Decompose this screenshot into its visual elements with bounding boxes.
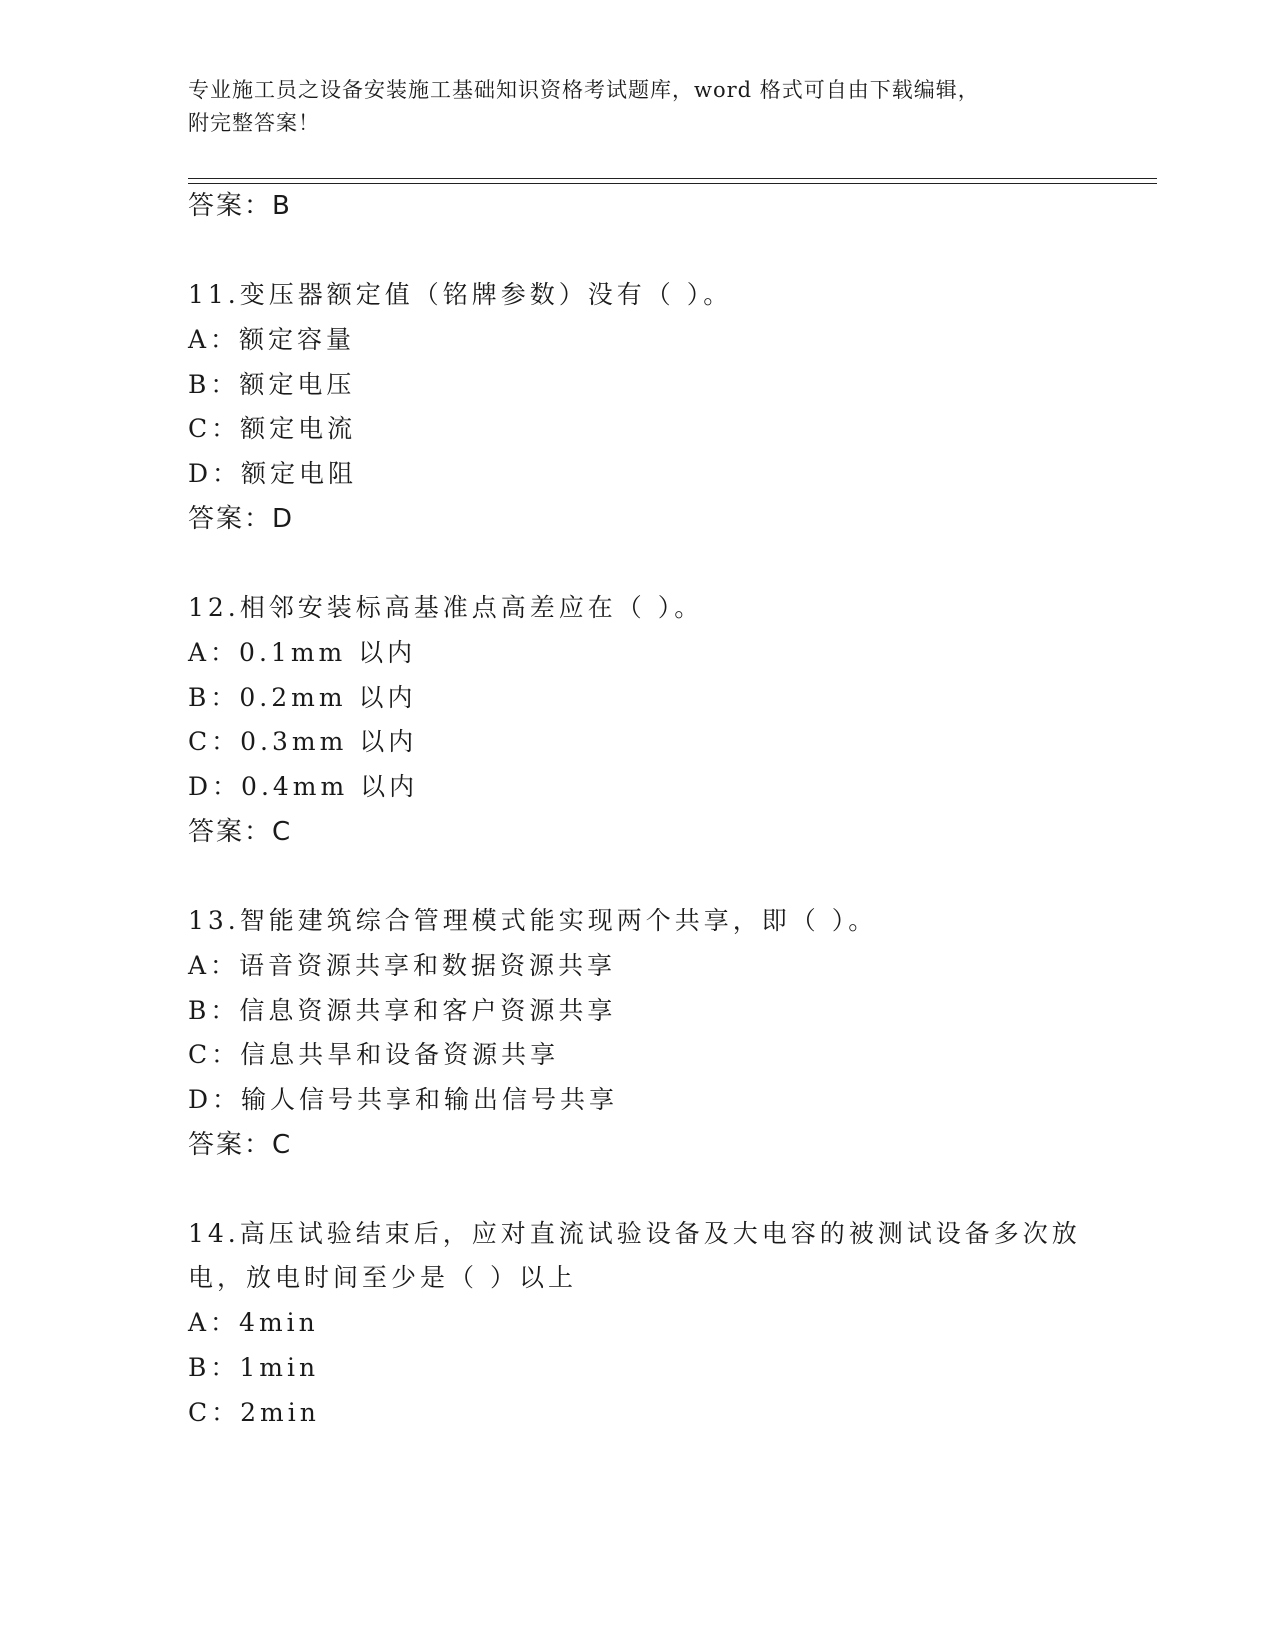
header-title-line-1: 专业施工员之设备安装施工基础知识资格考试题库，word 格式可自由下载编辑， (188, 78, 980, 102)
header-divider-top (188, 178, 1157, 179)
q14-option-c: C：2min (188, 1398, 320, 1427)
q13-option-a: A：语音资源共享和数据资源共享 (188, 951, 617, 980)
q13-option-d: D：输人信号共享和输出信号共享 (188, 1085, 619, 1114)
header-divider-bottom (188, 183, 1157, 184)
question-14-line-2: 电，放电时间至少是（ ）以上 (188, 1263, 577, 1292)
q12-option-c: C：0.3mm 以内 (188, 727, 418, 756)
answer-10: 答案：B (188, 191, 292, 221)
q11-option-b: B：额定电压 (188, 370, 356, 399)
answer-13: 答案：C (188, 1130, 293, 1160)
question-12: 12.相邻安装标高基准点高差应在（ ）。 (188, 593, 704, 622)
question-13: 13.智能建筑综合管理模式能实现两个共享，即（ ）。 (188, 906, 878, 935)
question-14-line-1: 14.高压试验结束后，应对直流试验设备及大电容的被测试设备多次放 (188, 1219, 1081, 1248)
q11-option-c: C：额定电流 (188, 414, 357, 443)
q14-option-a: A：4min (188, 1308, 319, 1337)
q11-option-a: A：额定容量 (188, 325, 356, 354)
question-11: 11.变压器额定值（铭牌参数）没有（ ）。 (188, 280, 733, 309)
q14-option-b: B：1min (188, 1353, 320, 1382)
q13-option-c: C：信息共旱和设备资源共享 (188, 1040, 560, 1069)
q13-option-b: B：信息资源共享和客户资源共享 (188, 996, 617, 1025)
answer-12: 答案：C (188, 817, 293, 847)
document-header (188, 74, 1088, 140)
answer-11: 答案：D (188, 504, 295, 534)
q12-option-b: B：0.2mm 以内 (188, 683, 417, 712)
q11-option-d: D：额定电阻 (188, 459, 358, 488)
q12-option-d: D：0.4mm 以内 (188, 772, 419, 801)
header-title-line-2: 附完整答案！ (188, 111, 320, 135)
q12-option-a: A：0.1mm 以内 (188, 638, 417, 667)
